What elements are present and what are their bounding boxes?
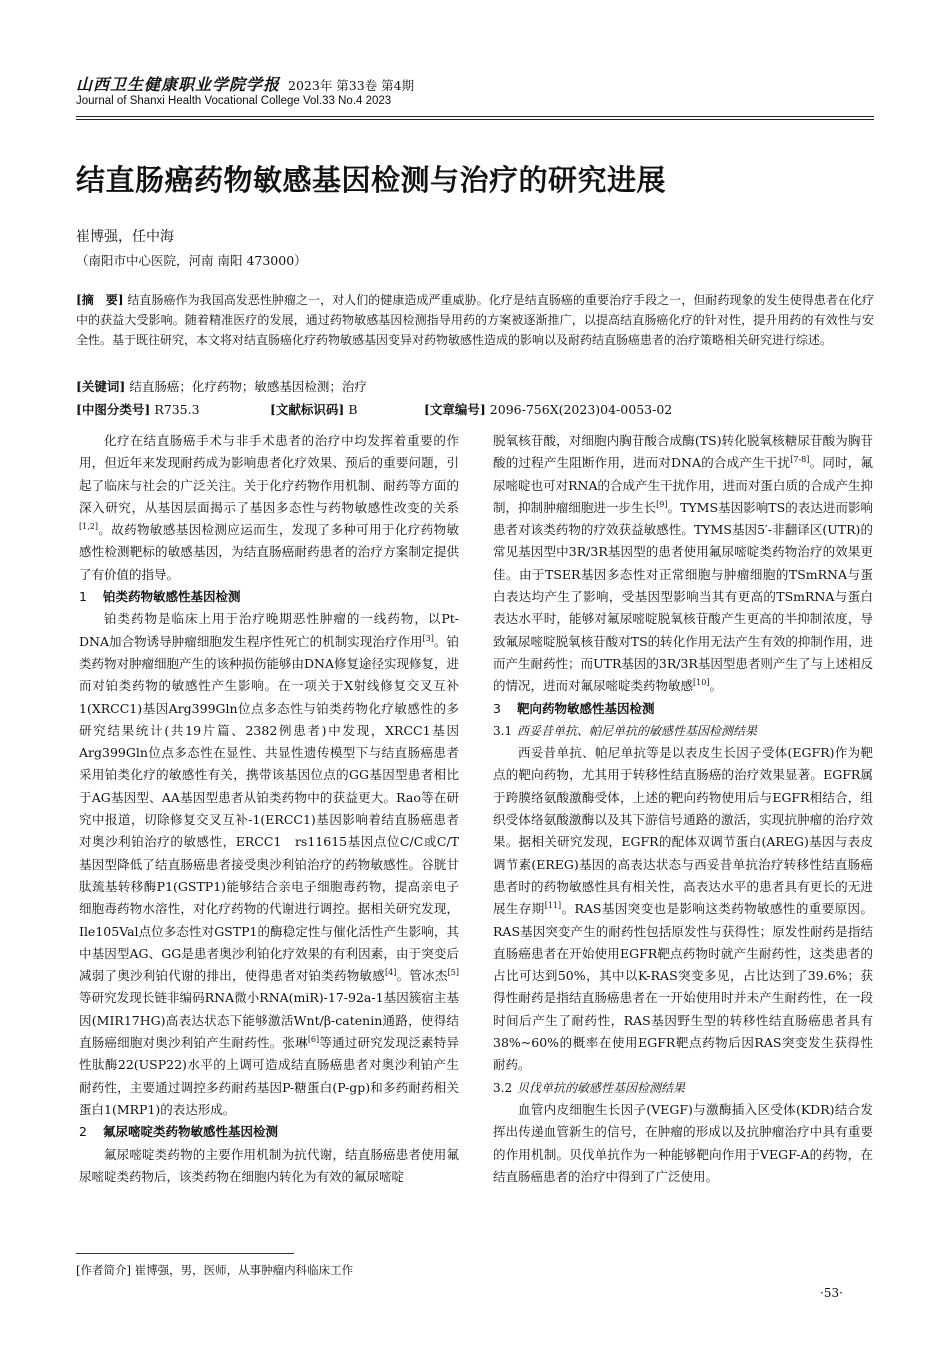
left-column [79,430,459,1188]
keywords-text: 结直肠癌；化疗药物；敏感基因检测；治疗 [129,379,367,394]
article-title: 结直肠癌药物敏感基因检测与治疗的研究进展 [76,163,667,197]
citation: [3] [422,633,434,643]
citation: [9] [656,499,668,509]
journal-name-en: Journal of Shanxi Health Vocational College Vol.33 No.4 2023 [76,95,392,107]
journal-name-cn: 山西卫生健康职业学院学报 [76,75,281,94]
article-number: 2096-756X(2023)04-0053-02 [489,402,673,417]
abstract-label: [摘 要] [76,293,124,307]
citation: [5] [447,967,459,977]
section-heading-3: 3 靶向药物敏感性基因检测 [493,700,655,716]
paragraph: 西妥昔单抗、帕尼单抗等是以表皮生长因子受体(EGFR)作为靶点的靶向药物，尤其用于转移性结直肠癌的治疗效果显著。EGFR属于跨膜络氨酸激酶受体，上述的靶向药物使用后与EGFR相结合，组织受体络氨酸激酶以及其下游信号通路的激活，实现抗肿瘤的治疗效果。据相关研究发现，EGFR的配体双调节蛋白(AREG)基因与表皮调节素(EREG)基因的高表达状态与西妥昔单抗治疗转移性结直肠癌患者时的药物敏感性具有相关性，高表达水平的患者具有更长的无进展生存期[11]。RAS基因突变也是影响这类药物敏感性的重要原因。RAS基因突变产生的耐药性包括原发性与获得性；原发性耐药是指结直肠癌患者在开始使用EGFR靶点药物时就产生耐药性，这类患者的占比可达到50%，其中以K-RAS突变多见，占比达到了39.6%；获得性耐药是指结直肠癌患者在一开始使用时并未产生耐药性，在一段时间后产生了耐药性，RAS基因野生型的转移性结直肠癌患者具有38%~60%的概率在使用EGFR靶点药物后因RAS突变发生获得性耐药。 [493,745,873,1073]
citation: [1,2] [79,522,98,532]
paragraph: 脱氧核苷酸，对细胞内胸苷酸合成酶(TS)转化脱氧核糖尿苷酸为胸苷酸的过程产生阻断作用，进而对DNA的合成产生干扰[7-8]。同时，氟尿嘧啶也可对RNA的合成产生干扰作用，进而对蛋白质的合成产生抑制，抑制肿瘤细胞进一步生长[9]。TYMS基因影响TS的表达进而影响患者对该类药物的疗效获益敏感性。TYMS基因5′-非翻译区(UTR)的常见基因型中3R/3R基因型的患者使用氟尿嘧啶类药物治疗的效果更佳。由于TSER基因多态性对正常细胞与肿瘤细胞的TSmRNA与蛋白表达均产生了影响，受基因型影响当其有更高的TSmRNA与蛋白表达水平时，能够对氟尿嘧啶脱氧核苷酸产生更高的半抑制浓度，导致氟尿嘧啶脱氧核苷酸对TS的转化作用无法产生有效的抑制作用，进而产生耐药性；而UTR基因的3R/3R基因型患者则产生了与上述相反的情况，进而对氟尿嘧啶类药物敏感[10]。 [493,433,873,694]
subsection-heading-3-2: 3.2 贝伐单抗的敏感性基因检测结果 [493,1080,686,1095]
header-rule-top [76,116,874,117]
clc-label: [中图分类号] [76,402,151,417]
paragraph: 铂类药物是临床上用于治疗晚期恶性肿瘤的一线药物，以Pt-DNA加合物诱导肿瘤细胞发生程序性死亡的机制实现治疗作用[3]。铂类药物对肿瘤细胞产生的该种损伤能够由DNA修复途径实现修复，进而对铂类药物的敏感性产生影响。在一项关于X射线修复交叉互补1(XRCC1)基因Arg399Gln位点多态性与铂类药物化疗敏感性的多研究结果统计(共19片篇、2382例患者)中发现，XRCC1基因Arg399Gln位点多态性在显性、共显性遗传模型下与结直肠癌患者采用铂类化疗的敏感性有关，携带该基因位点的GG基因型患者相比于AG基因型、AA基因型患者从铂类药物中的获益更大。Rao等在研究中报道，切除修复交叉互补-1(ERCC1)基因影响着结直肠癌患者对奥沙利铂治疗的敏感性，ERCC1 rs11615基因点位C/C或C/T基因型降低了结直肠癌患者接受奥沙利铂治疗的药物敏感性。谷胱甘肽巯基转移酶P1(GSTP1)能够结合亲电子细胞毒药物，提高亲电子细胞毒药物水溶性，对化疗药物的代谢进行调控。据相关研究发现，Ile105Val点位多态性对GSTP1的酶稳定性与催化活性产生影响，其中基因型AG、GG是患者奥沙利铂化疗效果的有利因素，由于突变后减弱了奥沙利铂代谢的排出，使得患者对铂类药物敏感[4]。管冰杰[5]等研究发现长链非编码RNA微小RNA(miR)-17-92a-1基因簇宿主基因(MIR17HG)高表达状态下能够激活Wnt/β-catenin通路，使得结直肠癌细胞对奥沙利铂产生耐药性。张琳[6]等通过研究发现泛素特异性肽酶22(USP22)水平的上调可造成结直肠癌患者对奥沙利铂产生耐药性，主要通过调控多药耐药基因P-糖蛋白(P-gp)和多药耐药相关蛋白1(MRP1)的表达形成。 [79,611,459,1117]
abstract [76,290,874,350]
right-column [493,430,873,1188]
citation: [6] [307,1034,320,1044]
footnote-text: 崔博强，男，医师，从事肿瘤内科临床工作 [134,1263,354,1277]
citation: [4] [385,967,397,977]
article-number-label: [文章编号] [423,402,486,417]
doc-code-label: [文献标识码] [269,402,345,417]
doc-code: B [348,402,358,417]
author-footnote [76,1262,353,1278]
citation: [10] [693,678,710,688]
paragraph: 化疗在结直肠癌手术与非手术患者的治疗中均发挥着重要的作用，但近年来发现耐药成为影响患者化疗效果、预后的重要问题，引起了临床与社会的广泛关注。关于化疗药物作用机制、耐药等方面的深入研究，从基因层面揭示了基因多态性与药物敏感性改变的关系[1,2]。故药物敏感基因检测应运而生，发现了多种可用于化疗药物敏感性检测靶标的敏感基因，为结直肠癌耐药患者的治疗方案制定提供了有价值的指导。 [79,433,459,582]
classification [76,400,874,418]
journal-header [76,72,414,95]
section-heading-2: 2 氟尿嘧啶类药物敏感性基因检测 [79,1124,279,1140]
clc-code: R735.3 [154,402,200,417]
subsection-heading-3-1: 3.1 西妥昔单抗、帕尼单抗的敏感性基因检测结果 [493,723,758,738]
section-heading-1: 1 铂类药物敏感性基因检测 [79,589,241,605]
paragraph: 氟尿嘧啶类药物的主要作用机制为抗代谢，结直肠癌患者使用氟尿嘧啶类药物后，该类药物在细胞内转化为有效的氟尿嘧啶 [79,1146,459,1184]
header-rule-bottom [76,119,874,120]
abstract-text: 结直肠癌作为我国高发恶性肿瘤之一，对人们的健康造成严重威胁。化疗是结直肠癌的重要治疗手段之一，但耐药现象的发生使得患者在化疗中的获益大受影响。随着精准医疗的发展，通过药物敏感基因检测指导用药的方案被逐渐推广，以提高结直肠癌化疗的针对性，提升用药的有效性与安全性。基于既往研究，本文将对结直肠癌化疗药物敏感基因变异对药物敏感性造成的影响以及耐药结直肠癌患者的治疗策略相关研究进行综述。 [76,293,874,347]
affiliation: （南阳市中心医院，河南 南阳 473000） [76,253,307,268]
keywords [76,377,367,395]
keywords-label: [关键词] [76,379,126,394]
footnote-rule [76,1253,294,1254]
paragraph: 血管内皮细胞生长因子(VEGF)与激酶插入区受体(KDR)结合发挥出传递血管新生的信号，在肿瘤的形成以及抗肿瘤治疗中具有重要的作用机制。贝伐单抗作为一种能够靶向作用于VEGF-A的药物，在结直肠癌患者的治疗中得到了广泛使用。 [493,1101,873,1184]
citation: [11] [544,901,562,911]
issue-info-cn: 2023年 第33卷 第4期 [288,78,415,93]
page-number: ·53· [820,1286,843,1300]
citation: [7-8] [790,455,810,465]
footnote-label: [作者简介] [76,1263,131,1277]
authors: 崔博强，任中海 [76,229,174,245]
